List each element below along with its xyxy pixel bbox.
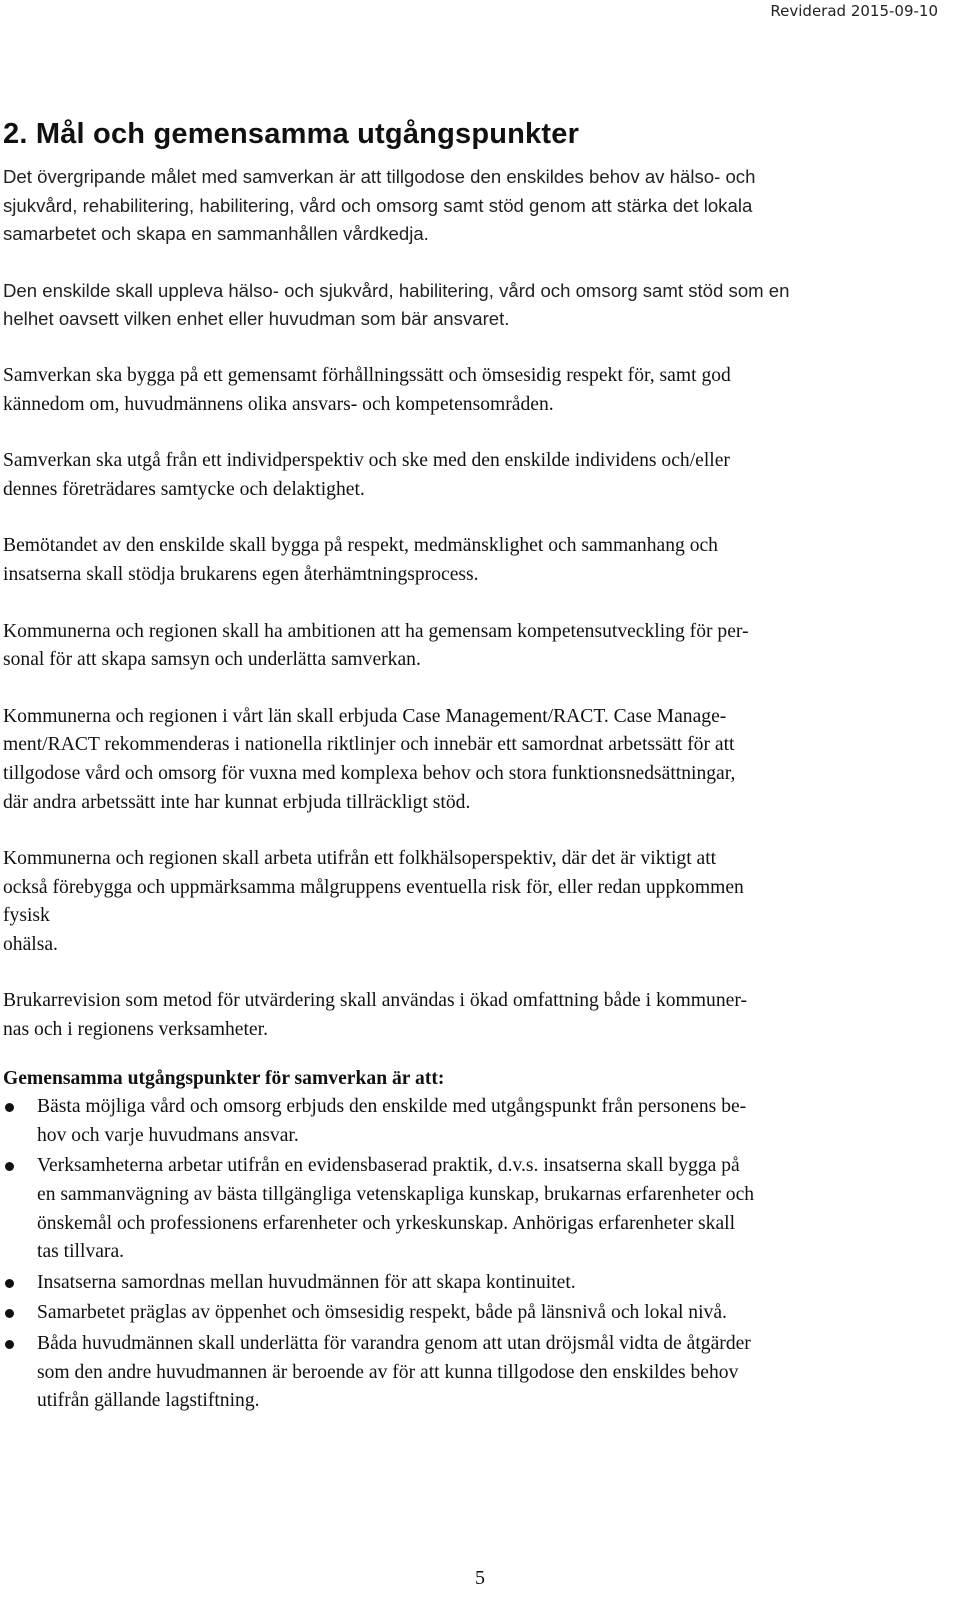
text-line: sjukvård, rehabilitering, habilitering, vård och omsorg samt stöd genom att stärka det lokala	[3, 194, 753, 216]
paragraph-respect	[3, 362, 953, 419]
text-line: också förebygga och uppmärksamma målgruppens eventuella risk för, eller redan uppkommen	[3, 876, 744, 898]
text-line: tas tillvara.	[37, 1241, 125, 1263]
text-line: utifrån gällande lagstiftning.	[37, 1390, 260, 1412]
text-line: Bemötandet av den enskilde skall bygga på respekt, medmänsklighet och sammanhang och	[3, 535, 718, 557]
text-line: insatserna skall stödja brukarens egen återhämtningsprocess.	[3, 563, 479, 585]
text-line: Kommunerna och regionen skall arbeta utifrån ett folkhälsoperspektiv, där det är viktigt att	[3, 848, 717, 870]
list-item	[3, 1152, 953, 1266]
paragraph-user-audit	[3, 987, 953, 1044]
text-line: ohälsa.	[3, 933, 58, 955]
paragraph-public-health	[3, 845, 953, 959]
bullet-icon	[5, 1279, 14, 1288]
text-line: där andra arbetssätt inte har kunnat erbjuda tillräckligt stöd.	[3, 791, 471, 813]
paragraph-case-management	[3, 703, 953, 817]
list-item	[3, 1330, 953, 1416]
text-line: Båda huvudmännen skall underlätta för varandra genom att utan dröjsmål vidta de åtgärder	[37, 1333, 751, 1354]
bullet-list-heading: Gemensamma utgångspunkter för samverkan är att:	[3, 1067, 445, 1089]
paragraph-holistic	[3, 277, 953, 334]
text-line: Det övergripande målet med samverkan är att tillgodose den enskildes behov av hälso- och	[3, 166, 756, 187]
text-line: Bästa möjliga vård och omsorg erbjuds den enskilde med utgångspunkt från personens be-	[37, 1096, 747, 1118]
list-item	[3, 1093, 953, 1150]
list-item	[3, 1269, 953, 1298]
text-line: Brukarrevision som metod för utvärdering skall användas i ökad omfattning både i kommuner-	[3, 990, 747, 1012]
text-line: Insatserna samordnas mellan huvudmännen för att skapa kontinuitet.	[37, 1271, 576, 1293]
text-line: helhet oavsett vilken enhet eller huvudman som bär ansvaret.	[3, 308, 510, 330]
text-line: sonal för att skapa samsyn och underlätta samverkan.	[3, 649, 421, 671]
text-line: kännedom om, huvudmännens olika ansvars- och kompetensområden.	[3, 393, 554, 415]
text-line: samarbetet och skapa en sammanhållen vårdkedja.	[3, 223, 429, 245]
bullet-icon	[5, 1162, 14, 1171]
text-line: Kommunerna och regionen skall ha ambitionen att ha gemensam kompetensutveckling för per-	[3, 620, 749, 642]
text-line: tillgodose vård och omsorg för vuxna med komplexa behov och stora funktionsnedsättningar,	[3, 762, 736, 784]
bullet-icon	[5, 1103, 14, 1112]
text-line: Verksamheterna arbetar utifrån en evidensbaserad praktik, d.v.s. insatserna skall bygga på	[37, 1155, 740, 1177]
paragraph-competence	[3, 618, 953, 675]
paragraph-individual	[3, 447, 953, 504]
section-title: 2. Mål och gemensamma utgångspunkter	[3, 118, 580, 150]
list-item	[3, 1299, 953, 1328]
bullet-icon	[5, 1340, 14, 1349]
text-line: nas och i regionens verksamheter.	[3, 1019, 268, 1041]
text-line: Samverkan ska utgå från ett individperspektiv och ske med den enskilde individens och/eller	[3, 450, 730, 472]
paragraph-treatment	[3, 532, 953, 589]
paragraph-intro	[3, 163, 953, 249]
text-line: Samverkan ska bygga på ett gemensamt förhållningssätt och ömsesidig respekt för, samt god	[3, 364, 731, 386]
bullet-icon	[5, 1309, 14, 1318]
text-line: som den andre huvudmannen är beroende av för att kunna tillgodose den enskildes behov	[37, 1361, 739, 1383]
text-line: önskemål och professionens erfarenheter och yrkeskunskap. Anhörigas erfarenheter skall	[37, 1212, 736, 1234]
text-line: en sammanvägning av bästa tillgängliga vetenskapliga kunskap, brukarnas erfarenheter och	[37, 1184, 755, 1206]
revision-date: Reviderad 2015-09-10	[770, 2, 938, 20]
text-line: hov och varje huvudmans ansvar.	[37, 1124, 299, 1146]
document-section	[3, 116, 953, 1418]
bullet-list	[3, 1093, 953, 1416]
text-line: ment/RACT rekommenderas i nationella riktlinjer och innebär ett samordnat arbetssätt för att	[3, 734, 735, 756]
text-line: Kommunerna och regionen i vårt län skall erbjuda Case Management/RACT. Case Manage-	[3, 705, 727, 727]
text-line: fysisk	[3, 905, 50, 927]
page-number: 5	[475, 1567, 485, 1589]
text-line: Samarbetet präglas av öppenhet och ömsesidig respekt, både på länsnivå och lokal nivå.	[37, 1302, 727, 1324]
text-line: Den enskilde skall uppleva hälso- och sjukvård, habilitering, vård och omsorg samt stöd som en	[3, 279, 790, 301]
text-line: dennes företrädares samtycke och delaktighet.	[3, 478, 365, 500]
